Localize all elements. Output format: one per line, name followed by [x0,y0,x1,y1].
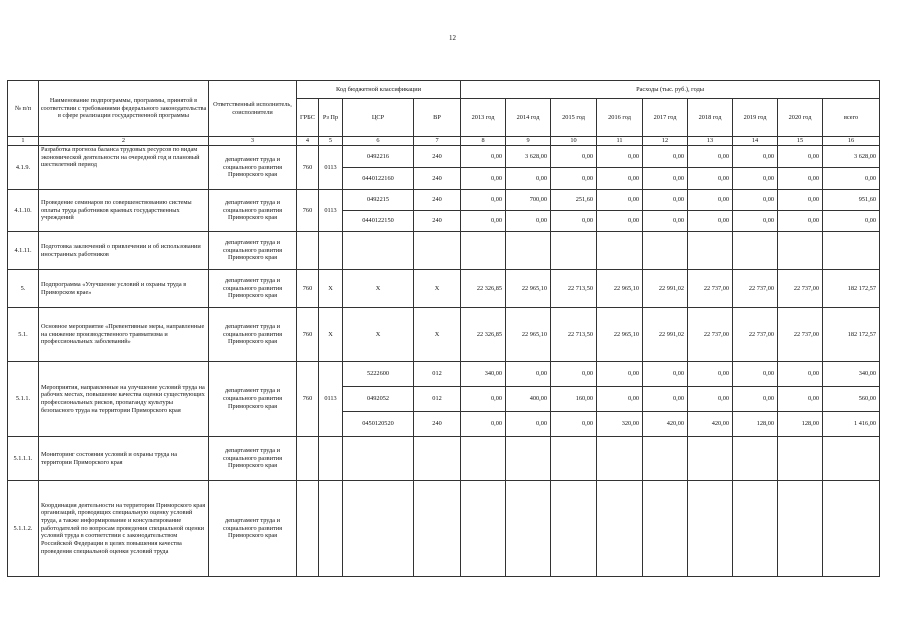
header-rzpr: Рз Пр [319,99,343,137]
header-budget-class: Код бюджетной классификации [297,81,461,99]
cell-value: 0,00 [688,362,733,387]
col-number: 12 [643,137,688,146]
header-year: 2017 год [643,99,688,137]
table-row [8,362,880,387]
budget-table [7,80,880,577]
row-csr: 0440122150 [343,211,414,232]
cell-value: 0,00 [733,190,778,211]
cell-value: 0,00 [733,362,778,387]
row-vr: 240 [414,211,461,232]
cell-value: 22 326,85 [461,270,506,308]
cell-value: 0,00 [778,211,823,232]
row-csr: 0450120520 [343,412,414,437]
table-row [8,481,880,577]
cell-value: 0,00 [597,168,643,190]
cell-value: 0,00 [733,168,778,190]
table-row [8,308,880,362]
row-num: 5.1.1.2. [8,481,39,577]
cell-value: 0,00 [733,387,778,412]
row-rzpr: 0113 [319,190,343,232]
header-year: 2019 год [733,99,778,137]
cell-value: 0,00 [506,168,551,190]
row-grbs: 760 [297,362,319,437]
cell-value: 320,00 [597,412,643,437]
cell-value: 160,00 [551,387,597,412]
row-csr: 0492216 [343,146,414,168]
header-name: Наименование подпрограммы, программы, принятой в соответствии с требованиями федерального законодательства в сфере реализации государственной программы [39,81,209,137]
cell-value: 0,00 [778,168,823,190]
header-csr: ЦСР [343,99,414,137]
cell-value: 0,00 [597,190,643,211]
cell-value: 0,00 [551,146,597,168]
cell-value: 0,00 [778,146,823,168]
table-row [8,190,880,211]
row-grbs: 760 [297,190,319,232]
row-executor: департамент труда и социального развития Приморского края [209,481,297,577]
cell-value: 0,00 [643,211,688,232]
row-num: 5.1.1.1. [8,437,39,481]
cell-value: 0,00 [643,190,688,211]
cell-total: 340,00 [823,362,880,387]
cell-value: 0,00 [688,387,733,412]
header-total: всего [823,99,880,137]
cell-value: 22 737,00 [778,308,823,362]
col-number: 3 [209,137,297,146]
row-vr: 012 [414,362,461,387]
cell-value: 0,00 [551,168,597,190]
row-name: Мероприятия, направленные на улучшение условий труда на рабочих местах, повышение качества оценки существующих профессиональных рисков, пропаганду культуры безопасного труда на территории Приморского края [39,362,209,437]
cell-value: 0,00 [551,412,597,437]
header-year: 2016 год [597,99,643,137]
row-num: 4.1.10. [8,190,39,232]
header-num: № п/п [8,81,39,137]
cell-value: 22 737,00 [688,270,733,308]
row-csr: 5222600 [343,362,414,387]
table-row [8,146,880,168]
cell-value: 0,00 [461,211,506,232]
cell-value: 0,00 [643,168,688,190]
page-number: 12 [449,34,456,42]
cell-value: 3 628,00 [506,146,551,168]
cell-total: 0,00 [823,211,880,232]
cell-value: 0,00 [461,168,506,190]
cell-value: 0,00 [461,190,506,211]
cell-total: 3 628,00 [823,146,880,168]
row-name: Координация деятельности на территории Приморского края организаций, проводящих специальную оценку условий труда, а также информирование и консультирование работодателей по вопросам проведения специальной оценки условий труда в соответствии с законодательством Российской Федерации в целях повышения качества проведения специальной оценки условий труда [39,481,209,577]
cell-value: 251,60 [551,190,597,211]
cell-value: 0,00 [551,362,597,387]
col-number: 5 [319,137,343,146]
header-grbs: ГРБС [297,99,319,137]
cell-value: 22 737,00 [688,308,733,362]
row-name: Основное мероприятие «Превентивные меры, направленные на снижение производственного травматизма и профессиональных заболеваний» [39,308,209,362]
cell-value: 0,00 [778,387,823,412]
cell-value: 128,00 [733,412,778,437]
cell-value: 0,00 [643,362,688,387]
cell-value: 0,00 [597,387,643,412]
cell-value: 22 965,10 [597,308,643,362]
col-number: 1 [8,137,39,146]
row-executor: департамент труда и социального развития Приморского края [209,190,297,232]
row-name: Проведение семинаров по совершенствованию системы оплаты труда работников краевых государственных учреждений [39,190,209,232]
col-number: 16 [823,137,880,146]
row-name: Подготовка заключений о привлечении и об использовании иностранных работников [39,232,209,270]
cell-value: 22 737,00 [733,308,778,362]
row-num: 4.1.9. [8,146,39,190]
cell-value: 400,00 [506,387,551,412]
cell-total: 560,00 [823,387,880,412]
cell-value: 22 965,10 [506,308,551,362]
row-grbs: 760 [297,308,319,362]
cell-value: 0,00 [688,211,733,232]
row-name: Подпрограмма «Улучшение условий и охраны труда в Приморском крае» [39,270,209,308]
cell-total: 951,60 [823,190,880,211]
cell-value: 0,00 [778,190,823,211]
row-name: Мониторинг состояния условий и охраны труда на территории Приморского края [39,437,209,481]
cell-value: 0,00 [597,146,643,168]
row-executor: департамент труда и социального развития Приморского края [209,270,297,308]
cell-value: 128,00 [778,412,823,437]
col-number: 15 [778,137,823,146]
row-vr: 240 [414,190,461,211]
row-vr: 240 [414,412,461,437]
row-num: 4.1.11. [8,232,39,270]
row-vr: Х [414,308,461,362]
cell-value: 0,00 [643,146,688,168]
row-executor: департамент труда и социального развития Приморского края [209,232,297,270]
row-rzpr: Х [319,308,343,362]
cell-value: 0,00 [461,387,506,412]
col-number: 9 [506,137,551,146]
row-grbs: 760 [297,270,319,308]
cell-value: 22 965,10 [597,270,643,308]
row-vr: Х [414,270,461,308]
cell-value: 22 713,50 [551,308,597,362]
cell-value: 22 737,00 [778,270,823,308]
row-csr: 0492215 [343,190,414,211]
row-rzpr: 0113 [319,362,343,437]
cell-total: 182 172,57 [823,308,880,362]
row-vr: 240 [414,146,461,168]
cell-value: 420,00 [643,412,688,437]
row-num: 5. [8,270,39,308]
cell-value: 0,00 [597,211,643,232]
col-number: 6 [343,137,414,146]
header-year: 2015 год [551,99,597,137]
col-number: 14 [733,137,778,146]
col-number: 4 [297,137,319,146]
row-executor: департамент труда и социального развития Приморского края [209,308,297,362]
row-vr: 012 [414,387,461,412]
cell-value: 0,00 [461,412,506,437]
row-executor: департамент труда и социального развития Приморского края [209,362,297,437]
cell-value: 0,00 [733,211,778,232]
row-grbs: 760 [297,146,319,190]
col-number: 11 [597,137,643,146]
cell-total: 182 172,57 [823,270,880,308]
cell-total: 1 416,00 [823,412,880,437]
cell-value: 22 991,02 [643,270,688,308]
cell-value: 22 326,85 [461,308,506,362]
row-num: 5.1. [8,308,39,362]
cell-value: 0,00 [506,412,551,437]
row-csr: 0492052 [343,387,414,412]
col-number: 8 [461,137,506,146]
column-number-row [8,137,880,146]
row-csr: Х [343,308,414,362]
header-year: 2014 год [506,99,551,137]
cell-value: 0,00 [506,362,551,387]
cell-value: 0,00 [461,146,506,168]
header-year: 2020 год [778,99,823,137]
cell-value: 22 991,02 [643,308,688,362]
row-rzpr: 0113 [319,146,343,190]
row-rzpr: Х [319,270,343,308]
cell-value: 0,00 [643,387,688,412]
table-row [8,270,880,308]
cell-value: 0,00 [597,362,643,387]
cell-value: 0,00 [778,362,823,387]
cell-value: 22 737,00 [733,270,778,308]
table-row [8,232,880,270]
header-year: 2013 год [461,99,506,137]
row-csr: 0440122160 [343,168,414,190]
cell-value: 22 965,10 [506,270,551,308]
header-vr: ВР [414,99,461,137]
header-executor: Ответственный исполнитель, соисполнители [209,81,297,137]
cell-value: 420,00 [688,412,733,437]
cell-total: 0,00 [823,168,880,190]
cell-value: 0,00 [688,146,733,168]
cell-value: 0,00 [506,211,551,232]
col-number: 10 [551,137,597,146]
cell-value: 0,00 [688,168,733,190]
row-name: Разработка прогноза баланса трудовых ресурсов по видам экономической деятельности на очередной год и плановый шестилетний период [39,146,209,190]
row-csr: Х [343,270,414,308]
col-number: 7 [414,137,461,146]
header-year: 2018 год [688,99,733,137]
cell-value: 0,00 [688,190,733,211]
cell-value: 700,00 [506,190,551,211]
row-executor: департамент труда и социального развития Приморского края [209,146,297,190]
cell-value: 340,00 [461,362,506,387]
cell-value: 0,00 [733,146,778,168]
table-row [8,437,880,481]
col-number: 13 [688,137,733,146]
row-vr: 240 [414,168,461,190]
cell-value: 22 713,50 [551,270,597,308]
col-number: 2 [39,137,209,146]
row-num: 5.1.1. [8,362,39,437]
row-executor: департамент труда и социального развития Приморского края [209,437,297,481]
header-expenses: Расходы (тыс. руб.), годы [461,81,880,99]
cell-value: 0,00 [551,211,597,232]
